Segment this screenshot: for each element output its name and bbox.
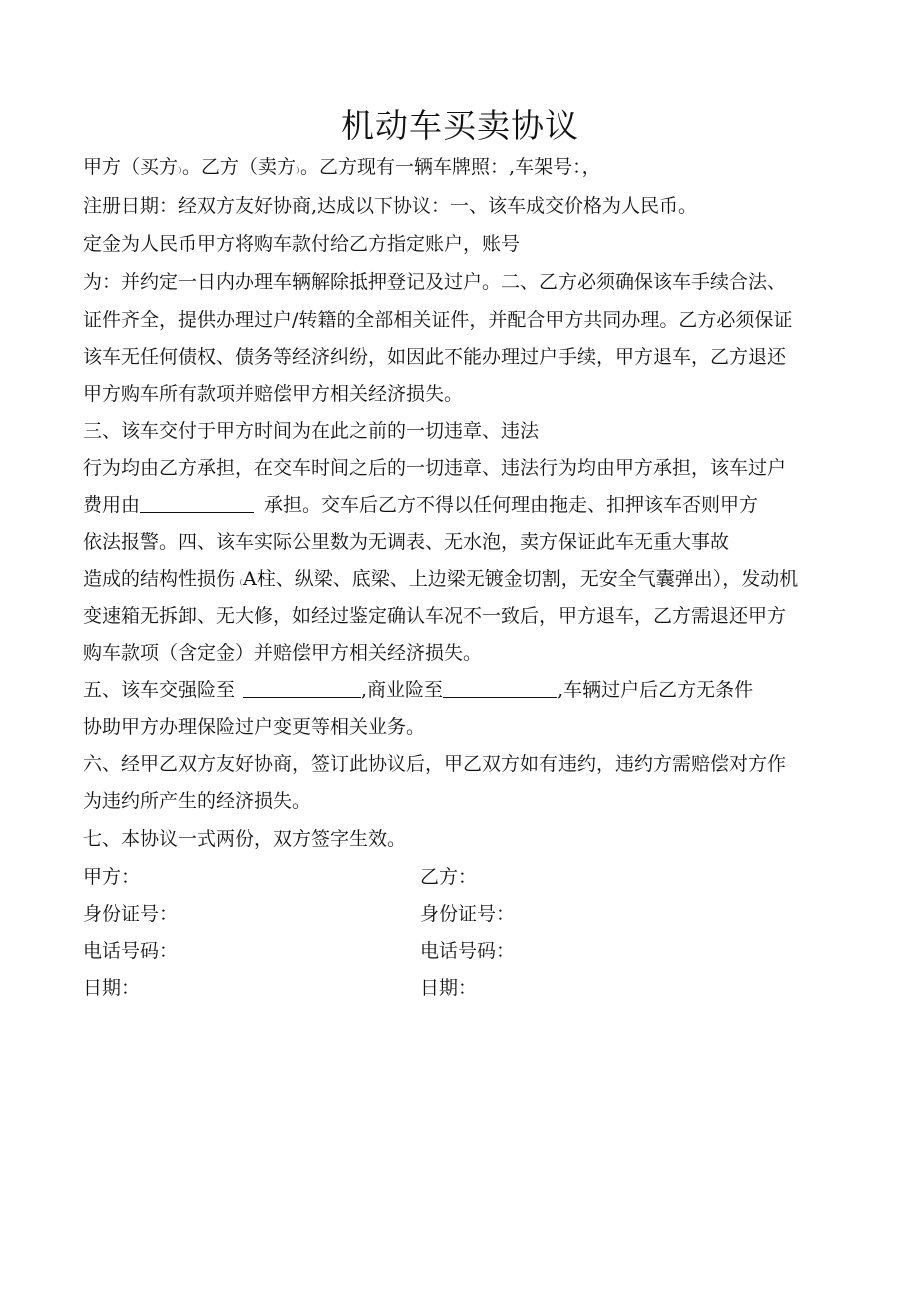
paragraph-line-14: 购车款项（含定金）并赔偿甲方相关经济损失。 bbox=[83, 642, 483, 664]
paragraph-line-3: 定金为人民币甲方将购车款付给乙方指定账户，账号 bbox=[83, 233, 521, 255]
party-b-id-label: 身份证号： bbox=[420, 903, 516, 925]
paragraph-line-6: 该车无任何债权、债务等经济纠纷，如因此不能办理过户手续，甲方退车，乙方退还 bbox=[83, 346, 787, 368]
text-span: A柱、纵梁、底梁、上边梁无镀金切割，无安全气囊弹出），发动机 bbox=[243, 568, 799, 590]
paragraph-line-17: 六、经甲乙双方友好协商，签订此协议后，甲乙双方如有违约，违约方需赔偿对方作 bbox=[83, 753, 787, 775]
paragraph-line-11: 依法报警。四、该车实际公里数为无调表、无水泡，卖方保证此车无重大事故 bbox=[83, 531, 730, 553]
paragraph-line-8: 三、该车交付于甲方时间为在此之前的一切违章、违法 bbox=[83, 420, 540, 442]
paragraph-line-19: 七、本协议一式两份，双方签字生效。 bbox=[83, 828, 407, 850]
party-b-phone-label: 电话号码： bbox=[420, 940, 516, 962]
paragraph-line-15 bbox=[83, 677, 753, 703]
paragraph-line-5: 证件齐全，提供办理过户/转籍的全部相关证件，并配合甲方共同办理。乙方必须保证 bbox=[83, 309, 793, 331]
paragraph-line-4: 为：并约定一日内办理车辆解除抵押登记及过户。二、乙方必须确保该车手续合法、 bbox=[83, 271, 787, 293]
paragraph-line-18: 为违约所产生的经济损失。 bbox=[83, 790, 312, 812]
paragraph-line-7: 甲方购车所有款项并赔偿甲方相关经济损失。 bbox=[83, 383, 464, 405]
small-bracket: ） bbox=[178, 166, 183, 175]
paragraph-line-2: 注册日期：经双方友好协商,达成以下协议：一、该车成交价格为人民币。 bbox=[83, 195, 698, 217]
paragraph-line-16: 协助甲方办理保险过户变更等相关业务。 bbox=[83, 716, 426, 738]
paragraph-line-10 bbox=[83, 492, 758, 518]
compulsory-insurance-blank bbox=[243, 679, 361, 698]
party-a-date-label: 日期： bbox=[83, 977, 141, 999]
party-b-name-label: 乙方： bbox=[420, 866, 478, 888]
paragraph-line-12 bbox=[83, 566, 798, 596]
text-span: 甲方（买方 bbox=[83, 156, 179, 178]
party-a-id-label: 身份证号： bbox=[83, 903, 179, 925]
party-a-phone-label: 电话号码： bbox=[83, 940, 179, 962]
text-span: 。乙方现有一辆车牌照：,车架号：， bbox=[300, 156, 601, 178]
text-span: 造成的结构性损伤 bbox=[83, 568, 236, 590]
text-span: 。乙方（卖方 bbox=[182, 156, 297, 178]
text-span: 承担。交车后乙方不得以任何理由拖走、扣押该车否则甲方 bbox=[264, 494, 759, 516]
text-span: ,商业险至 bbox=[361, 679, 444, 701]
paragraph-line-9: 行为均由乙方承担，在交车时间之后的一切违章、违法行为均由甲方承担，该车过户 bbox=[83, 457, 787, 479]
text-span: 五、该车交强险至 bbox=[83, 679, 236, 701]
paragraph-line-13: 变速箱无拆卸、无大修，如经过鉴定确认车况不一致后，甲方退车，乙方需退还甲方 bbox=[83, 605, 787, 627]
party-b-date-label: 日期： bbox=[420, 977, 478, 999]
text-span: ,车辆过户后乙方无条件 bbox=[557, 679, 754, 701]
fee-payer-blank bbox=[140, 494, 254, 513]
document-title: 机动车买卖协议 bbox=[341, 106, 579, 145]
party-a-name-label: 甲方： bbox=[83, 866, 141, 888]
paragraph-line-1 bbox=[83, 154, 601, 184]
small-bracket: ） bbox=[296, 166, 301, 175]
text-span: 费用由 bbox=[83, 494, 141, 516]
commercial-insurance-blank bbox=[443, 679, 557, 698]
small-bracket: （ bbox=[235, 578, 244, 587]
